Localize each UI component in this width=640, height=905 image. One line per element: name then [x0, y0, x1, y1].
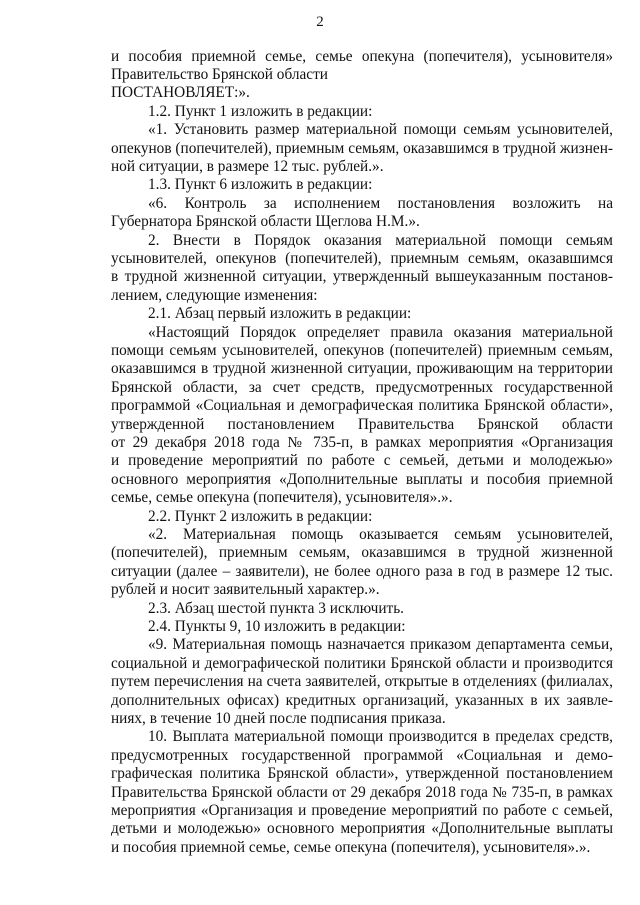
text-line: Правительства Брянской области от 29 декабря 2018 года № 735-п, в рамках [111, 783, 613, 801]
text-line: утвержденной постановлением Правительства Брянской области [111, 415, 613, 433]
text-line: дополнительных офисах) кредитных организаций, указанных в их заявле- [111, 691, 613, 709]
text-line: ситуации (далее – заявители), не более одного раза в год в размере 12 тыс. [111, 562, 613, 580]
text-line: в трудной жизненной ситуации, утвержденный вышеуказанным постанов- [111, 268, 613, 286]
text-line: опекунов (попечителей), приемным семьям, оказавшимся в трудной жизнен- [111, 139, 613, 157]
text-line: ной ситуации, в размере 12 тыс. рублей.». [111, 157, 384, 175]
text-line: помощи семьям усыновителей, опекунов (попечителей) приемным семьям, [111, 341, 613, 359]
text-line: графическая политика Брянской области», утвержденной постановлением [111, 765, 613, 783]
text-line: и пособия приемной семье, семье опекуна (попечителя), усыновителя».». [111, 838, 591, 856]
text-line: 1.3. Пункт 6 изложить в редакции: [148, 176, 373, 194]
text-line: 10. Выплата материальной помощи производится в пределах средств, [148, 728, 613, 746]
text-line: и проведение мероприятий по работе с семьей, детьми и молодежью» [111, 452, 613, 470]
text-line: детьми и молодежью» основного мероприятия «Дополнительные выплаты [111, 820, 613, 838]
text-line: рублей и носит заявительный характер.». [111, 581, 380, 599]
text-line: путем перечисления на счета заявителей, открытые в отделениях (филиалах, [111, 673, 613, 691]
text-line: 2. Внести в Порядок оказания материальной помощи семьям [148, 231, 613, 249]
text-line: «2. Материальная помощь оказывается семьям усыновителей, [148, 525, 613, 543]
text-line: и пособия приемной семье, семье опекуна (попечителя), усыновителя» [111, 47, 613, 65]
text-line: предусмотренных государственной программой «Социальная и демо- [111, 746, 613, 764]
text-line: мероприятия «Организация и проведение мероприятий по работе с семьей, [111, 801, 613, 819]
text-line: 1.2. Пункт 1 изложить в редакции: [148, 102, 373, 120]
text-line: Правительство Брянской области [111, 65, 328, 83]
text-line: лением, следующие изменения: [111, 286, 318, 304]
text-line: семье, семье опекуна (попечителя), усыновителя».». [111, 489, 453, 507]
text-line: ниях, в течение 10 дней после подписания приказа. [111, 709, 446, 727]
text-line: 2.4. Пункты 9, 10 изложить в редакции: [148, 617, 406, 635]
text-line: программой «Социальная и демографическая политика Брянской области», [111, 397, 613, 415]
page-number: 2 [316, 14, 324, 30]
text-line: Губернатора Брянской области Щеглова Н.М.». [111, 213, 420, 231]
text-line: оказавшимся в трудной жизненной ситуации, проживающим на территории [111, 360, 613, 378]
text-line: (попечителей), приемным семьям, оказавшимся в трудной жизненной [111, 544, 613, 562]
text-line: усыновителей, опекунов (попечителей), приемным семьям, оказавшимся [111, 249, 613, 267]
text-line: 2.1. Абзац первый изложить в редакции: [148, 305, 412, 323]
text-line: Брянской области, за счет средств, предусмотренных государственной [111, 378, 613, 396]
text-line: основного мероприятия «Дополнительные выплаты и пособия приемной [111, 470, 613, 488]
text-line: «6. Контроль за исполнением постановления возложить на [148, 194, 613, 212]
text-line: от 29 декабря 2018 года № 735-п, в рамках мероприятия «Организация [111, 433, 613, 451]
text-line: социальной и демографической политики Брянской области и производится [111, 654, 613, 672]
text-line: ПОСТАНОВЛЯЕТ:». [111, 84, 250, 102]
text-line: 2.3. Абзац шестой пункта 3 исключить. [148, 599, 405, 617]
text-line: «Настоящий Порядок определяет правила оказания материальной [148, 323, 613, 341]
text-line: 2.2. Пункт 2 изложить в редакции: [148, 507, 373, 525]
text-line: «9. Материальная помощь назначается приказом департамента семьи, [148, 636, 613, 654]
text-line: «1. Установить размер материальной помощи семьям усыновителей, [148, 121, 613, 139]
